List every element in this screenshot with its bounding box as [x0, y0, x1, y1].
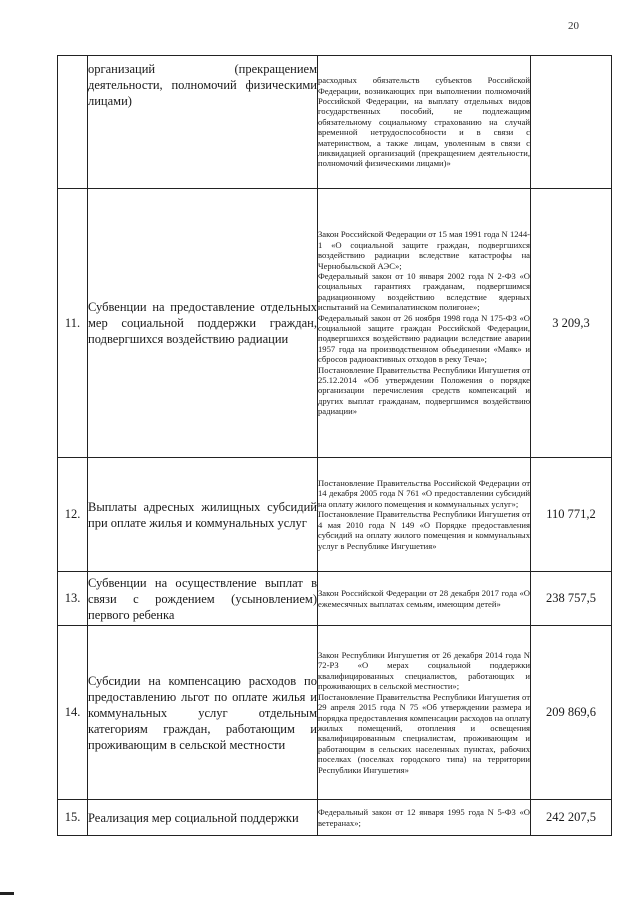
- row-name: Реализация мер социальной поддержки: [88, 800, 318, 836]
- row-amount: 242 207,5: [531, 800, 612, 836]
- row-number: [58, 56, 88, 189]
- row-number: 15.: [58, 800, 88, 836]
- law-paragraph: Постановление Правительства Республики Ингушетия от 4 мая 2010 года N 149 «О Порядке предоставления субсидий на оплату жилого помещения и коммунальных услуг в Республике Ингушетия»: [318, 509, 530, 551]
- law-paragraph: Постановление Правительства Республики Ингушетия от 25.12.2014 «Об утверждении Положения о порядке организации перечисления средств компенсаций и других выплат гражданам, подвергшимся воздействию радиации»: [318, 364, 530, 417]
- table-row: [58, 800, 612, 836]
- law-paragraph: Постановление Правительства Российской Федерации от 14 декабря 2005 года N 761 «О предоставлении субсидий на оплату жилого помещения и коммунальных услуг»;: [318, 478, 530, 509]
- table-row: [58, 626, 612, 800]
- table-row: [58, 56, 612, 189]
- law-paragraph: Федеральный закон от 26 ноября 1998 года N 175-ФЗ «О социальной защите граждан Российской Федерации, подвергшихся воздействию радиации вследствие аварии 1957 года на производственном объединении «Маяк» и сбросов радиоактивных отходов в реку Теча»;: [318, 312, 530, 365]
- row-name: Субвенции на осуществление выплат в связи с рождением (усыновлением) первого ребенка: [88, 572, 318, 626]
- row-legal-basis: [318, 626, 531, 800]
- row-legal-basis: [318, 572, 531, 626]
- law-paragraph: Федеральный закон от 12 января 1995 года N 5-ФЗ «О ветеранах»;: [318, 807, 530, 828]
- law-paragraph: Закон Республики Ингушетия от 26 декабря 2014 года N 72-РЗ «О мерах социальной поддержки квалифицированных специалистов, работающих и проживающих в сельской местности»;: [318, 650, 530, 692]
- row-number: 12.: [58, 458, 88, 572]
- budget-table: [57, 55, 612, 836]
- table-row: [58, 572, 612, 626]
- row-name: Субсидии на компенсацию расходов по предоставлению льгот по оплате жилья и коммунальных услуг отдельным категориям граждан, работающим и проживающим в сельской местности: [88, 626, 318, 800]
- page-number: 20: [568, 20, 579, 32]
- row-legal-basis: [318, 458, 531, 572]
- law-paragraph: Закон Российской Федерации от 28 декабря 2017 года «О ежемесячных выплатах семьям, имеющим детей»: [318, 588, 530, 609]
- row-legal-basis: [318, 56, 531, 189]
- row-legal-basis: [318, 189, 531, 458]
- row-amount: 110 771,2: [531, 458, 612, 572]
- row-name: Субвенции на предоставление отдельных мер социальной поддержки граждан, подвергшихся воздействию радиации: [88, 189, 318, 458]
- row-number: 11.: [58, 189, 88, 458]
- table-row: [58, 189, 612, 458]
- law-paragraph: Постановление Правительства Республики Ингушетия от 29 апреля 2015 года N 75 «Об утверждении размера и порядка предоставления компенсации расходов на оплату жилых помещений, отопления и освещения квалифицированным специалистам, проживающим и работающим в сельских населенных пунктах, рабочих поселках (поселках городского типа) на территории Республики Ингушетия»: [318, 691, 530, 775]
- table-row: [58, 458, 612, 572]
- row-amount: 238 757,5: [531, 572, 612, 626]
- row-name: Выплаты адресных жилищных субсидий при оплате жилья и коммунальных услуг: [88, 458, 318, 572]
- law-paragraph: Закон Российской Федерации от 15 мая 1991 года N 1244-1 «О социальной защите граждан, подвергшихся воздействию радиации вследствие катастрофы на Чернобыльской АЭС»;: [318, 229, 530, 271]
- row-amount: 3 209,3: [531, 189, 612, 458]
- row-number: 14.: [58, 626, 88, 800]
- row-number: 13.: [58, 572, 88, 626]
- row-amount: 209 869,6: [531, 626, 612, 800]
- scan-edge-mark: [0, 892, 14, 895]
- law-paragraph: Федеральный закон от 10 января 2002 года N 2-ФЗ «О социальных гарантиях гражданам, подвергшимся радиационному воздействию вследствие ядерных испытаний на Семипалатинском полигоне»;: [318, 270, 530, 313]
- row-name: организаций (прекращением деятельности, полномочий физическими лицами): [88, 56, 318, 189]
- row-amount: [531, 56, 612, 189]
- law-paragraph: расходных обязательств субъектов Российской Федерации, возникающих при выполнении полномочий Российской Федерации, на выплату отдельных видов государственных пособий, не подлежащим обязательному социальному страхованию на случай временной нетрудоспособности и в связи с материнством, а также лицам, уволенным в связи с ликвидацией организаций (прекращением деятельности, полномочий физическими лицами)»: [318, 75, 530, 169]
- row-legal-basis: [318, 800, 531, 836]
